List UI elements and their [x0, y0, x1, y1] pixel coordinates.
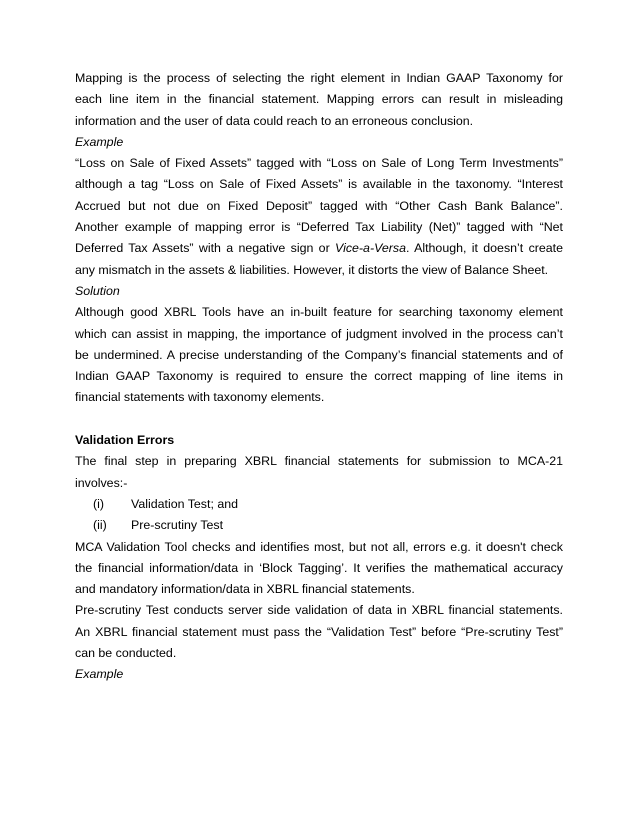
- paragraph-solution-line-1: Although good XBRL Tools have an in-built feature for searching taxonomy element: [75, 305, 563, 320]
- paragraph-tool-line-1: MCA Validation Tool checks and identifies most, but not all, errors e.g. it doesn't check: [75, 539, 563, 554]
- paragraph-tool-line-3: and mandatory information/data in XBRL financial statements.: [75, 582, 415, 597]
- list-item: [75, 515, 563, 536]
- paragraph-tool-line-2: the financial information/data in ‘Block Tagging’. It verifies the mathematical accuracy: [75, 560, 563, 575]
- paragraph-prescrutiny-line-2: An XBRL financial statement must pass the “Validation Test” before “Pre-scrutiny Test”: [75, 624, 563, 639]
- validation-errors-heading: Validation Errors: [75, 433, 175, 448]
- document-page: [75, 68, 563, 686]
- paragraph-example-line-5: [75, 238, 563, 259]
- list-item-number: (ii): [93, 518, 107, 533]
- paragraph-example-line-4: Another example of mapping error is “Deferred Tax Liability (Net)” tagged with “Net: [75, 220, 563, 235]
- paragraph-gap: [75, 409, 563, 430]
- paragraph-validation-line-2: involves:-: [75, 475, 128, 490]
- paragraph-prescrutiny-line-1: Pre-scrutiny Test conducts server side validation of data in XBRL financial statements.: [75, 603, 563, 618]
- paragraph-prescrutiny-line-3: can be conducted.: [75, 646, 177, 661]
- paragraph-example-line-6: any mismatch in the assets & liabilities. However, it distorts the view of Balance Sheet.: [75, 262, 549, 277]
- solution-heading: Solution: [75, 283, 120, 298]
- paragraph-solution-line-4: Indian GAAP Taxonomy is required to ensure the correct mapping of line items in: [75, 369, 563, 384]
- list-item-number: (i): [93, 496, 105, 511]
- paragraph-solution-line-3: be undermined. A precise understanding of the Company’s financial statements and of: [75, 347, 563, 362]
- paragraph-solution-line-2: which can assist in mapping, the importance of judgment involved in the process can’t: [75, 326, 563, 341]
- list-item-text: Pre-scrutiny Test: [131, 518, 224, 533]
- paragraph-mapping-line-2: each line item in the financial statement. Mapping errors can result in misleading: [75, 92, 563, 107]
- example-heading: Example: [75, 667, 124, 682]
- paragraph-mapping-line-1: Mapping is the process of selecting the right element in Indian GAAP Taxonomy for: [75, 71, 563, 85]
- list-item: [75, 494, 563, 515]
- line-5-text-start: Deferred Tax Assets” with a negative sign or: [75, 241, 336, 256]
- paragraph-example-line-2: although a tag “Loss on Sale of Fixed Assets” is available in the taxonomy. “Interest: [75, 177, 563, 192]
- paragraph-solution-line-5: financial statements with taxonomy elements.: [75, 390, 325, 405]
- list-item-text: Validation Test; and: [131, 496, 239, 511]
- paragraph-mapping-line-3: information and the user of data could reach to an erroneous conclusion.: [75, 113, 474, 128]
- vice-a-versa-italic: Vice-a-Versa: [335, 241, 406, 256]
- line-5-text-end: . Although, it doesn’t create: [405, 241, 563, 256]
- example-heading: Example: [75, 134, 124, 149]
- paragraph-validation-line-1: The final step in preparing XBRL financial statements for submission to MCA-21: [75, 454, 563, 469]
- paragraph-example-line-1: “Loss on Sale of Fixed Assets” tagged with “Loss on Sale of Long Term Investments”: [75, 156, 563, 171]
- paragraph-example-line-3: Accrued but not due on Fixed Deposit” tagged with “Other Cash Bank Balance”.: [75, 198, 563, 213]
